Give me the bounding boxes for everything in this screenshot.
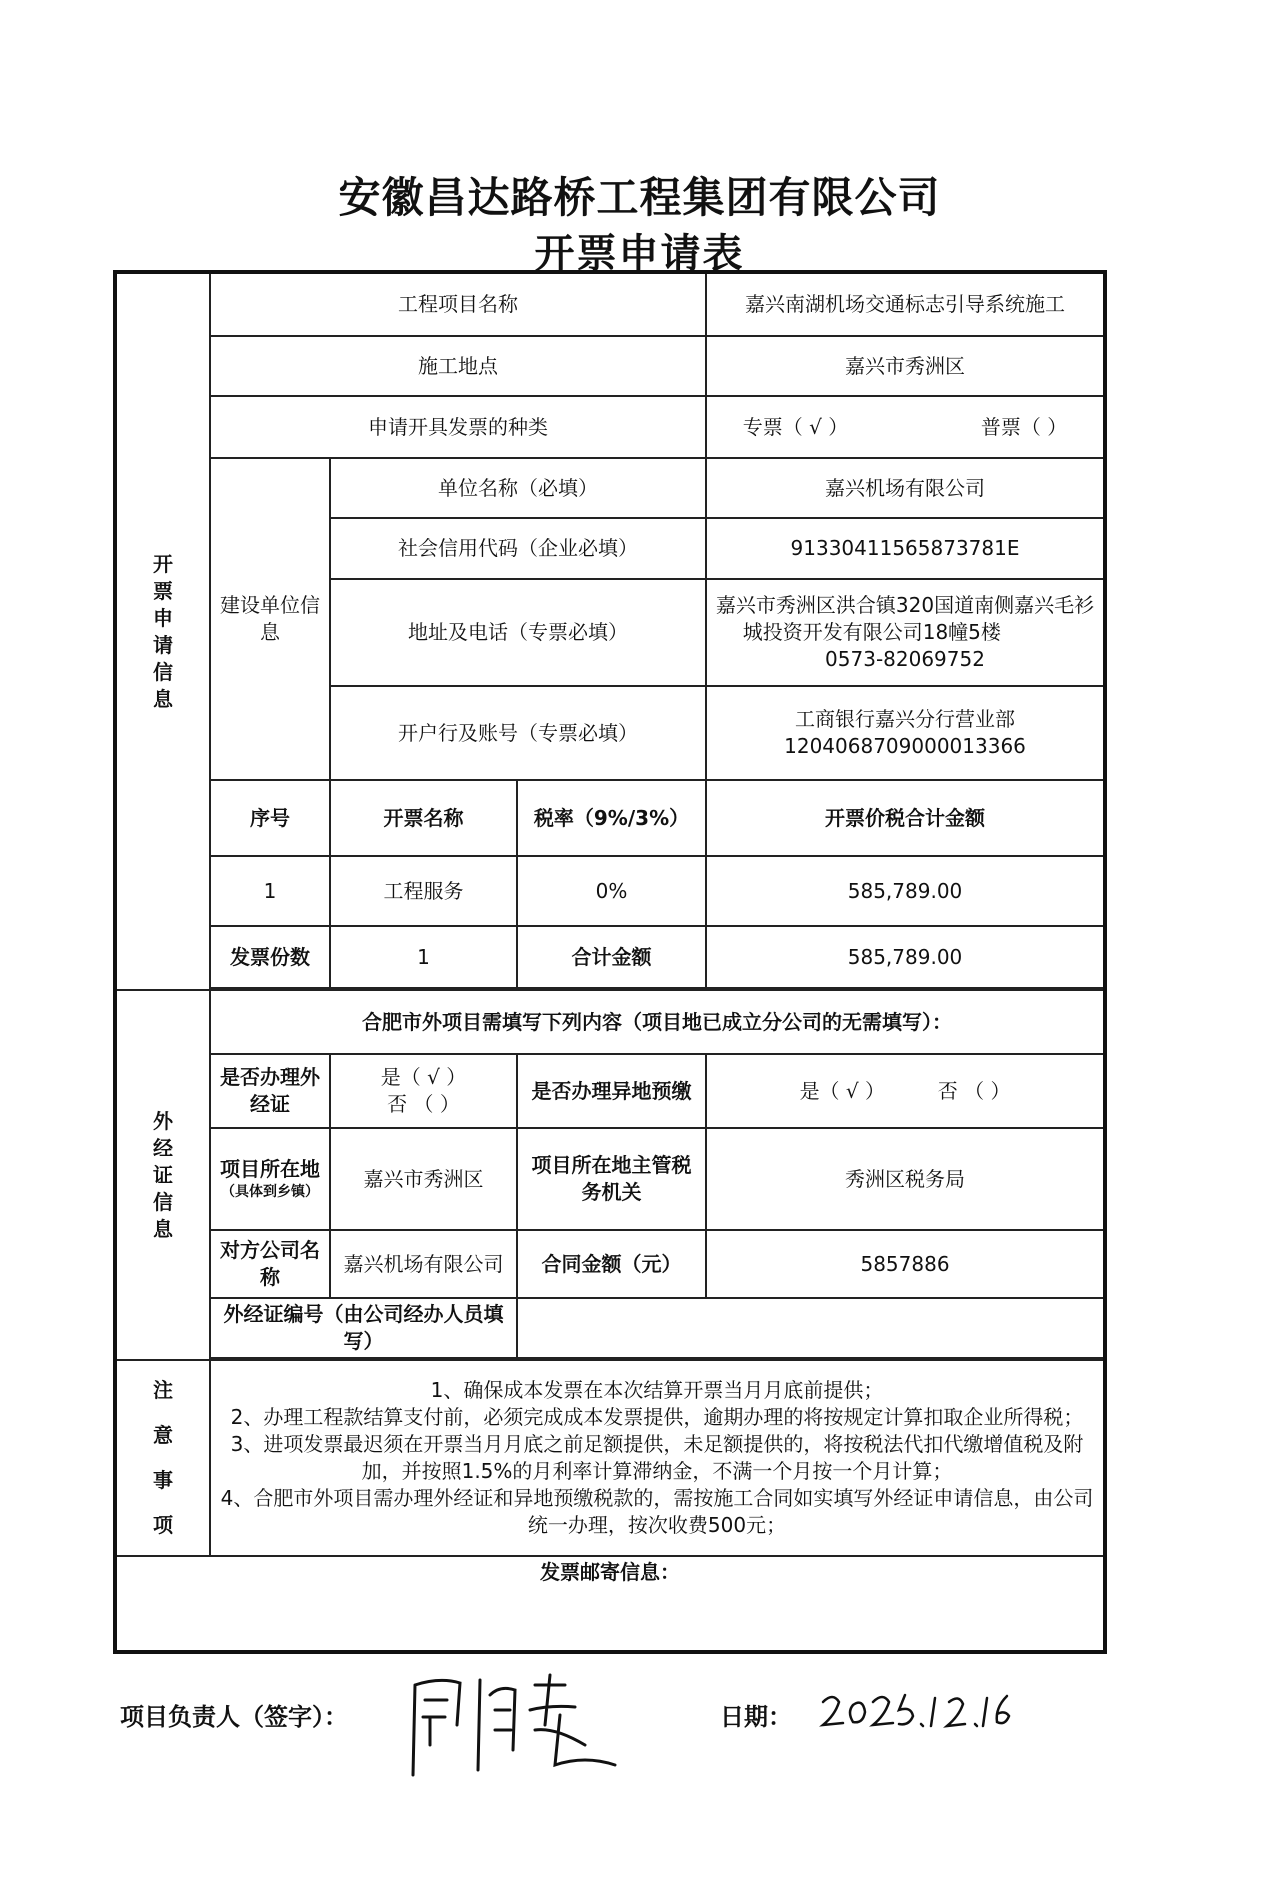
invoice-application-table bbox=[113, 270, 1107, 1654]
mailing-label: 发票邮寄信息： bbox=[540, 1560, 680, 1584]
contract-amount-label: 合同金额（元） bbox=[517, 1230, 706, 1298]
invoice-count-label: 发票份数 bbox=[210, 926, 330, 988]
location-value: 嘉兴市秀洲区 bbox=[706, 336, 1105, 396]
project-location-title: 项目所在地 bbox=[220, 1157, 320, 1182]
prepay-answer bbox=[706, 1054, 1105, 1128]
project-location-value: 嘉兴市秀洲区 bbox=[330, 1128, 517, 1230]
address-value bbox=[706, 579, 1105, 686]
note-3: 3、进项发票最迟须在开票当月月底之前足额提供，未足额提供的，将按税法代扣代缴增值税及附 加，并按照1.5%的月利率计算滞纳金，不满一个月按一个月计算； bbox=[230, 1432, 1084, 1483]
handwritten-date bbox=[815, 1680, 1015, 1740]
credit-code-value: 91330411565873781E bbox=[706, 518, 1105, 579]
permit-answer bbox=[330, 1054, 517, 1128]
notes-list bbox=[210, 1360, 1105, 1556]
signer-label: 项目负责人（签字）： bbox=[120, 1703, 348, 1731]
form-title: 开票申请表 bbox=[534, 231, 745, 277]
tax-authority-value: 秀洲区税务局 bbox=[706, 1128, 1105, 1230]
company-title: 安徽昌达路桥工程集团有限公司 bbox=[338, 173, 941, 222]
bank-account: 1204068709000013366 bbox=[784, 734, 1026, 758]
permit-question-label: 是否办理外经证 bbox=[210, 1054, 330, 1128]
mailing-info bbox=[115, 1556, 1105, 1652]
builder-group-label: 建设单位信息 bbox=[210, 458, 330, 780]
address-label: 地址及电话（专票必填） bbox=[330, 579, 706, 686]
section-notes: 注 意 事 项 bbox=[115, 1360, 210, 1556]
date-label: 日期： bbox=[720, 1703, 792, 1731]
items-header-amount: 开票价税合计金额 bbox=[706, 780, 1105, 856]
counterparty-label: 对方公司名称 bbox=[210, 1230, 330, 1298]
project-name-label: 工程项目名称 bbox=[210, 272, 706, 336]
bank-label: 开户行及账号（专票必填） bbox=[330, 686, 706, 780]
item-amount: 585,789.00 bbox=[706, 856, 1105, 926]
special-invoice-option: 专票（ √ ） bbox=[742, 414, 849, 439]
signature bbox=[385, 1655, 625, 1795]
bank-value bbox=[706, 686, 1105, 780]
contract-amount-value: 5857886 bbox=[706, 1230, 1105, 1298]
prepay-yes: 是（ √ ） bbox=[799, 1078, 886, 1103]
invoice-type-label: 申请开具发票的种类 bbox=[210, 396, 706, 458]
project-location-label bbox=[210, 1128, 330, 1230]
address-text: 嘉兴市秀洲区洪合镇320国道南侧嘉兴毛衫城投资开发有限公司18幢5楼 bbox=[715, 593, 1095, 644]
table-row bbox=[115, 856, 1105, 926]
tax-authority-label: 项目所在地主管税务机关 bbox=[517, 1128, 706, 1230]
note-2: 2、办理工程款结算支付前，必须完成成本发票提供，逾期办理的将按规定计算扣取企业所得税； bbox=[230, 1405, 1084, 1429]
prepay-no: 否 （ ） bbox=[937, 1078, 1011, 1103]
permit-intro: 合肥市外项目需填写下列内容（项目地已成立分公司的无需填写）： bbox=[210, 990, 1105, 1054]
invoice-count-value: 1 bbox=[330, 926, 517, 988]
invoice-type-value bbox=[706, 396, 1105, 458]
item-rate: 0% bbox=[517, 856, 706, 926]
project-location-sub: （具体到乡镇） bbox=[221, 1184, 319, 1201]
unit-name-label: 单位名称（必填） bbox=[330, 458, 706, 518]
permit-yes: 是（ √ ） bbox=[380, 1065, 467, 1089]
project-name-value: 嘉兴南湖机场交通标志引导系统施工 bbox=[706, 272, 1105, 336]
location-label: 施工地点 bbox=[210, 336, 706, 396]
note-4: 4、合肥市外项目需办理外经证和异地预缴税款的，需按施工合同如实填写外经证申请信息，由公司统一办理，按次收费500元； bbox=[220, 1486, 1094, 1537]
normal-invoice-option: 普票（ ） bbox=[980, 414, 1068, 439]
total-value: 585,789.00 bbox=[706, 926, 1105, 988]
credit-code-label: 社会信用代码（企业必填） bbox=[330, 518, 706, 579]
phone-text: 0573-82069752 bbox=[825, 647, 985, 671]
items-header-rate: 税率（9%/3%） bbox=[517, 780, 706, 856]
items-header-no: 序号 bbox=[210, 780, 330, 856]
permit-no: 否 （ ） bbox=[387, 1092, 460, 1116]
item-name: 工程服务 bbox=[330, 856, 517, 926]
bank-name: 工商银行嘉兴分行营业部 bbox=[795, 707, 1016, 731]
counterparty-value: 嘉兴机场有限公司 bbox=[330, 1230, 517, 1298]
item-no: 1 bbox=[210, 856, 330, 926]
unit-name-value: 嘉兴机场有限公司 bbox=[706, 458, 1105, 518]
section-permit-info: 外 经 证 信 息 bbox=[115, 990, 210, 1360]
section-invoice-info: 开 票 申 请 信 息 bbox=[115, 272, 210, 990]
note-1: 1、确保成本发票在本次结算开票当月月底前提供； bbox=[430, 1378, 884, 1402]
permit-number-label: 外经证编号（由公司经办人员填写） bbox=[210, 1298, 517, 1358]
items-header-name: 开票名称 bbox=[330, 780, 517, 856]
prepay-question-label: 是否办理异地预缴 bbox=[517, 1054, 706, 1128]
total-label: 合计金额 bbox=[517, 926, 706, 988]
permit-number-value bbox=[517, 1298, 1105, 1358]
